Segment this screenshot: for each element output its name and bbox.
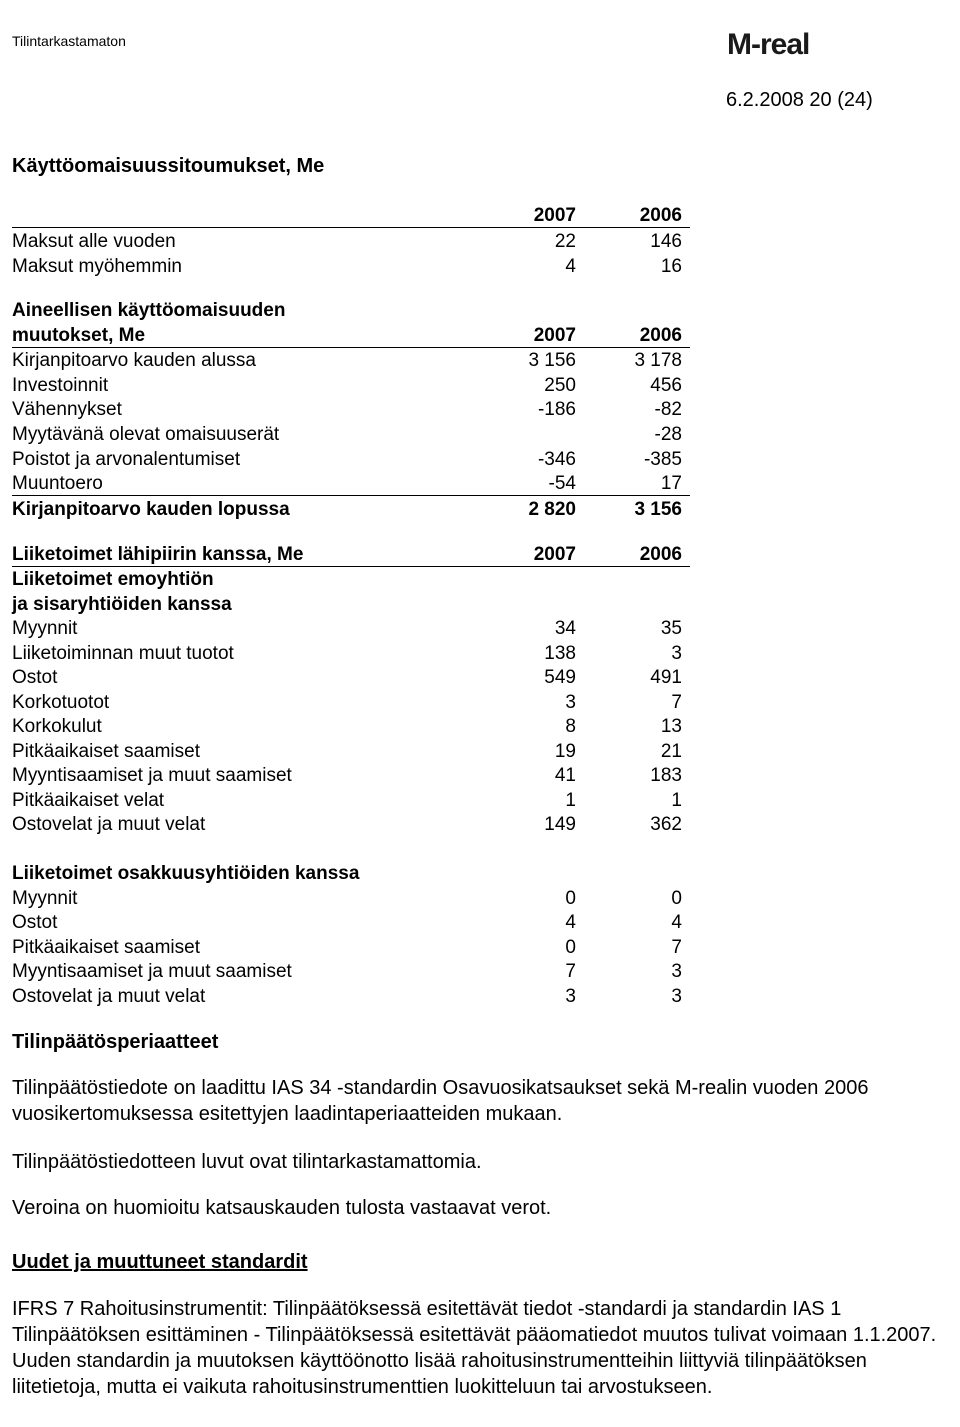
related-sub1-line2: ja sisaryhtiöiden kanssa — [12, 594, 232, 615]
logo-text: M-real — [727, 30, 810, 58]
standards-heading: Uudet ja muuttuneet standardit — [12, 1251, 308, 1273]
tangible-row-v1: -54 — [548, 473, 576, 494]
related-row-label: Liiketoiminnan muut tuotot — [12, 643, 234, 664]
related-row-label: Pitkäaikaiset saamiset — [12, 741, 200, 762]
tangible-row-v2: -385 — [643, 449, 682, 470]
related-row-v2: 1 — [671, 790, 682, 811]
related-row-v1: 7 — [565, 961, 576, 982]
principles-paragraph: Tilinpäätöstiedote on laadittu IAS 34 -standardin Osavuosikatsaukset sekä M-realin vuoden 2006 vuosikertomuksessa esitettyjen laadintaperiaatteiden mukaan. — [12, 1077, 869, 1125]
commitments-rule — [12, 227, 690, 228]
tangible-row-label: Kirjanpitoarvo kauden alussa — [12, 350, 256, 371]
principles-heading: Tilinpäätösperiaatteet — [12, 1031, 219, 1053]
related-row-label: Ostovelat ja muut velat — [12, 986, 206, 1007]
related-row-v2: 183 — [650, 765, 682, 786]
related-title: Liiketoimet lähipiirin kanssa, Me — [12, 544, 304, 565]
related-row-v2: 3 — [671, 961, 682, 982]
related-col-2006: 2006 — [639, 544, 682, 565]
related-row-label: Ostovelat ja muut velat — [12, 814, 206, 835]
related-row-v1: 0 — [565, 937, 576, 958]
related-row-v1: 8 — [565, 716, 576, 737]
related-row-v1: 149 — [544, 814, 576, 835]
tangible-total-label: Kirjanpitoarvo kauden lopussa — [12, 499, 290, 520]
auditor-note: Tilintarkastamaton — [12, 33, 126, 49]
related-sub2: Liiketoimet osakkuusyhtiöiden kanssa — [12, 863, 360, 884]
related-row-v2: 491 — [650, 667, 682, 688]
related-row-v1: 34 — [554, 618, 576, 639]
related-row-v1: 549 — [544, 667, 576, 688]
tangible-col-2007: 2007 — [533, 325, 576, 346]
standards-paragraph: IFRS 7 Rahoitusinstrumentit: Tilinpäätöksessä esitettävät tiedot -standardi ja standardin IAS 1 Tilinpäätöksen esittäminen - Tilinpäätöksessä esitettävät pääomatiedot muutos tulivat voimaan 1.1.2007. Uuden standardin ja muutoksen käyttöönotto lisää rahoitusinstrumentteihin liittyviä tilinpäätöksen liitetietoja, mutta ei vaikuta rahoitusinstrumenttien luokitteluun tai arvostukseen. — [12, 1298, 937, 1398]
commitments-row-label: Maksut myöhemmin — [12, 256, 182, 277]
related-row-v1: 4 — [565, 912, 576, 933]
tangible-total-v1: 2 820 — [528, 499, 576, 520]
commitments-row-v1: 4 — [565, 256, 576, 277]
related-row-v1: 0 — [565, 888, 576, 909]
tangible-row-v2: -28 — [654, 424, 682, 445]
tangible-row-v1: -346 — [537, 449, 576, 470]
principles-paragraph: Veroina on huomioitu katsauskauden tulosta vastaavat verot. — [12, 1197, 552, 1219]
commitments-row-v2: 146 — [650, 231, 682, 252]
related-rule — [12, 566, 690, 567]
m-real-logo — [727, 30, 845, 58]
related-row-v1: 138 — [544, 643, 576, 664]
commitments-row-label: Maksut alle vuoden — [12, 231, 176, 252]
tangible-title-line1: Aineellisen käyttöomaisuuden — [12, 300, 286, 321]
tangible-row-v2: 3 178 — [634, 350, 682, 371]
tangible-row-label: Poistot ja arvonalentumiset — [12, 449, 241, 470]
related-row-v2: 362 — [650, 814, 682, 835]
commitments-row-v1: 22 — [554, 231, 576, 252]
related-row-v2: 3 — [671, 986, 682, 1007]
related-row-v2: 3 — [671, 643, 682, 664]
related-row-label: Pitkäaikaiset saamiset — [12, 937, 200, 958]
tangible-row-v1: 3 156 — [528, 350, 576, 371]
principles-paragraph: Tilinpäätöstiedotteen luvut ovat tilintarkastamattomia. — [12, 1151, 482, 1173]
tangible-row-v1: -186 — [537, 399, 576, 420]
related-row-v2: 4 — [671, 912, 682, 933]
related-row-label: Korkokulut — [12, 716, 102, 737]
related-sub1-line1: Liiketoimet emoyhtiön — [12, 569, 214, 590]
tangible-row-label: Myytävänä olevat omaisuuserät — [12, 424, 280, 445]
related-row-v2: 0 — [671, 888, 682, 909]
tangible-row-v1: 250 — [544, 375, 576, 396]
related-row-label: Myynnit — [12, 618, 78, 639]
related-row-label: Pitkäaikaiset velat — [12, 790, 165, 811]
related-row-v1: 19 — [554, 741, 576, 762]
commitments-col-2006: 2006 — [639, 205, 682, 226]
related-row-label: Myyntisaamiset ja muut saamiset — [12, 765, 292, 786]
related-row-v2: 21 — [660, 741, 682, 762]
related-col-2007: 2007 — [533, 544, 576, 565]
related-row-label: Korkotuotot — [12, 692, 110, 713]
commitments-row-v2: 16 — [660, 256, 682, 277]
related-row-v2: 35 — [660, 618, 682, 639]
related-row-v2: 7 — [671, 937, 682, 958]
related-row-v1: 3 — [565, 692, 576, 713]
tangible-rule-total — [12, 495, 690, 496]
commitments-col-2007: 2007 — [533, 205, 576, 226]
related-row-v2: 13 — [660, 716, 682, 737]
tangible-col-2006: 2006 — [639, 325, 682, 346]
related-row-v1: 41 — [554, 765, 576, 786]
related-row-label: Ostot — [12, 912, 58, 933]
related-row-label: Myynnit — [12, 888, 78, 909]
related-row-v1: 1 — [565, 790, 576, 811]
tangible-row-label: Muuntoero — [12, 473, 103, 494]
related-row-label: Myyntisaamiset ja muut saamiset — [12, 961, 292, 982]
date-page: 6.2.2008 20 (24) — [726, 89, 873, 111]
tangible-row-label: Vähennykset — [12, 399, 122, 420]
related-row-label: Ostot — [12, 667, 58, 688]
tangible-total-v2: 3 156 — [634, 499, 682, 520]
tangible-row-label: Investoinnit — [12, 375, 109, 396]
related-row-v1: 3 — [565, 986, 576, 1007]
commitments-title: Käyttöomaisuussitoumukset, Me — [12, 155, 325, 177]
tangible-row-v2: -82 — [654, 399, 682, 420]
related-row-v2: 7 — [671, 692, 682, 713]
tangible-row-v2: 17 — [660, 473, 682, 494]
tangible-row-v2: 456 — [650, 375, 682, 396]
tangible-title-line2: muutokset, Me — [12, 325, 146, 346]
tangible-rule-top — [12, 347, 690, 348]
